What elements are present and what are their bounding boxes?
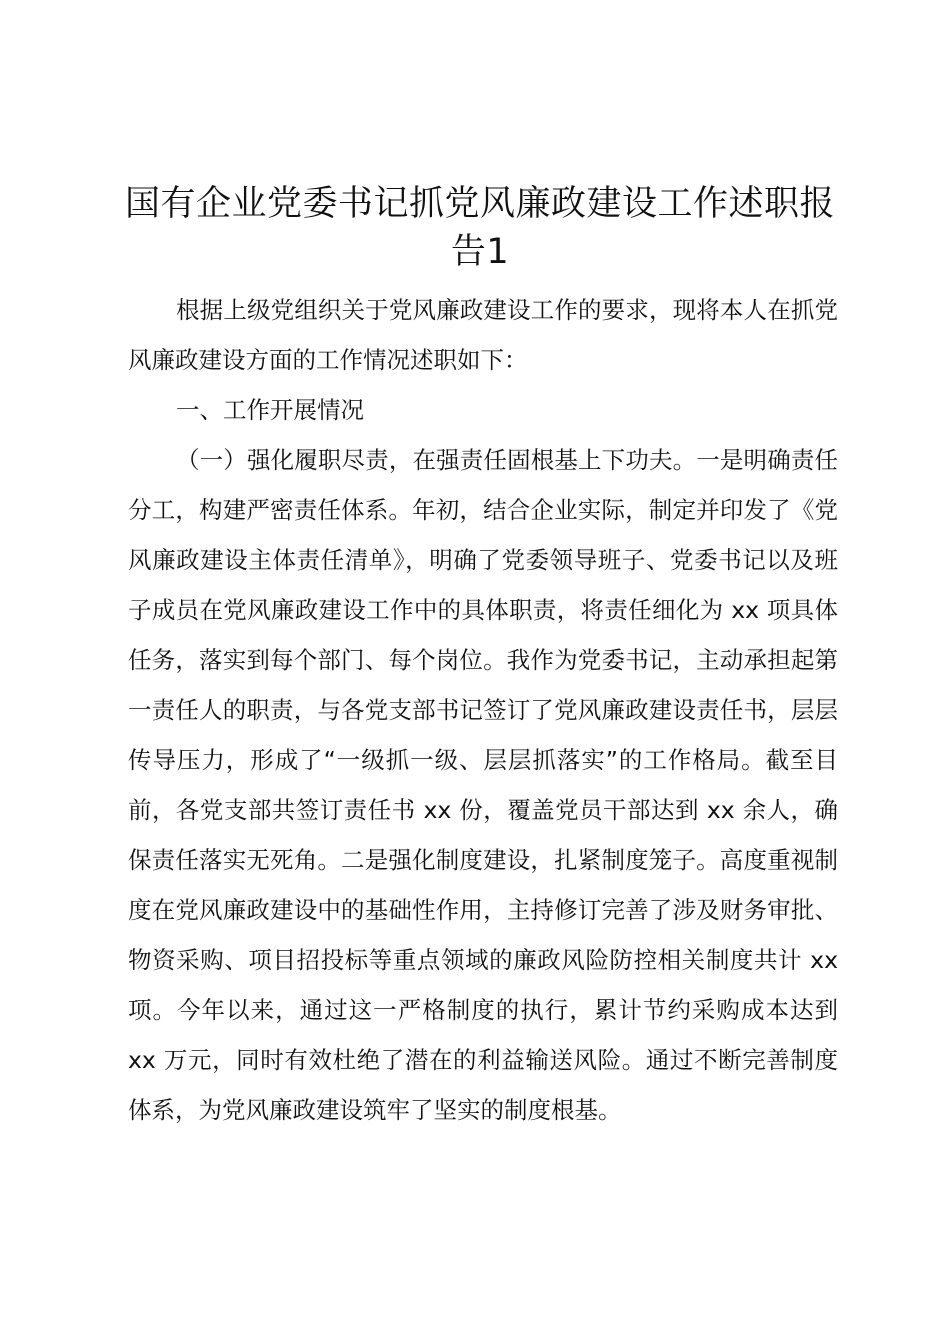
- document-body: [128, 285, 838, 1135]
- document-title: 国有企业党委书记抓党风廉政建设工作述职报告1: [124, 184, 835, 272]
- section-heading: 一、工作开展情况: [176, 396, 364, 424]
- body-paragraph: （一）强化履职尽责，在强责任固根基上下功夫。一是明确责任分工，构建严密责任体系。年初，结合企业实际，制定并印发了《党风廉政建设主体责任清单》，明确了党委领导班子、党委书记以及班子成员在党风廉政建设工作中的具体职责，将责任细化为 xx 项具体任务，落实到每个部门、每个岗位。我作为党委书记，主动承担起第一责任人的职责，与各党支部书记签订了党风廉政建设责任书，层层传导压力，形成了“一级抓一级、层层抓落实”的工作格局。截至目前，各党支部共签订责任书 xx 份，覆盖党员干部达到 xx 余人，确保责任落实无死角。二是强化制度建设，扎紧制度笼子。高度重视制度在党风廉政建设中的基础性作用，主持修订完善了涉及财务审批、物资采购、项目招投标等重点领域的廉政风险防控相关制度共计 xx 项。今年以来，通过这一严格制度的执行，累计节约采购成本达到 xx 万元，同时有效杜绝了潜在的利益输送风险。通过不断完善制度体系，为党风廉政建设筑牢了坚实的制度根基。: [128, 446, 838, 1124]
- intro-paragraph: 根据上级党组织关于党风廉政建设工作的要求，现将本人在抓党风廉政建设方面的工作情况述职如下：: [128, 296, 838, 374]
